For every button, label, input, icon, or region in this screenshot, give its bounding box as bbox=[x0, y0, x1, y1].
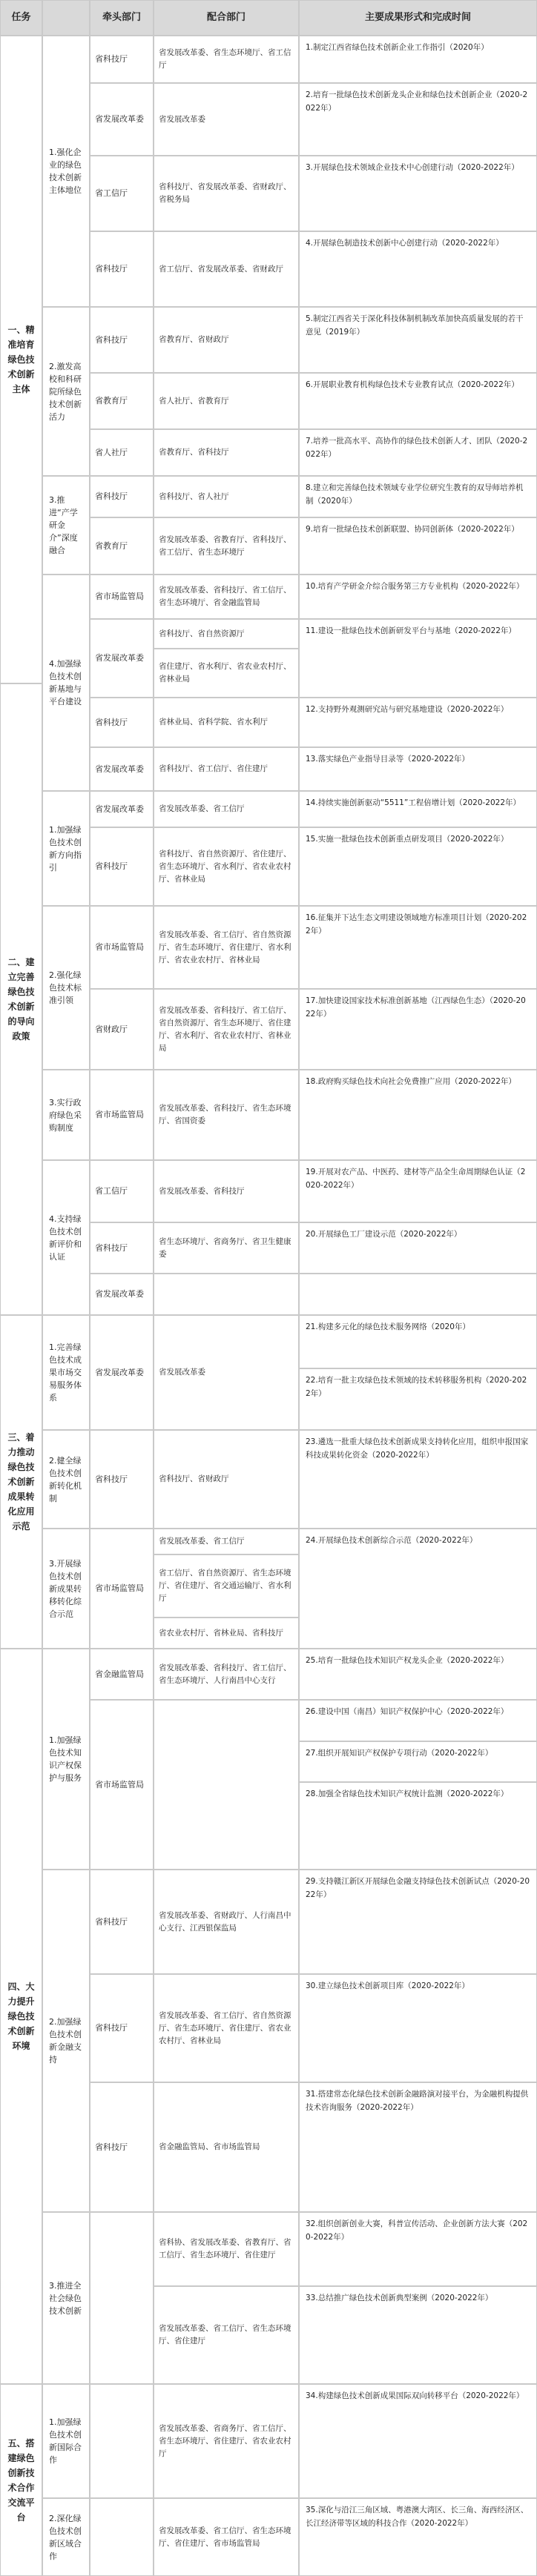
coop-cell: 省科技厅、省自然资源厅、省住建厅、省生态环境厅、省水利厅、省农业农村厅、省林业局 bbox=[154, 827, 299, 906]
result-cell: 31.搭建常态化绿色技术创新金融路演对接平台，为金融机构提供技术咨询服务（2020-2022年） bbox=[299, 2082, 537, 2212]
header-task: 任务 bbox=[0, 0, 42, 36]
lead-cell bbox=[90, 2212, 154, 2384]
result-cell: 9.培育一批绿色技术创新联盟、协同创新体（2020-2022年） bbox=[299, 517, 537, 575]
lead-cell bbox=[90, 2498, 154, 2576]
result-cell: 17.加快建设国家技术标准创新基地（江西绿色生态）（2020-2022年） bbox=[299, 989, 537, 1070]
coop-cell: 省发展改革委、省科技厅、省工信厅、省自然资源厅、省生态环境厅、省住建厅、省水利厅、省农业农村厅、省林业局 bbox=[154, 989, 299, 1070]
result-cell: 3.开展绿色技术领域企业技术中心创建行动（2020-2022年） bbox=[299, 156, 537, 231]
coop-cell: 省农业农村厅、省林业局、省科技厅 bbox=[154, 1618, 299, 1649]
task-cell: 五、搭建绿色创新技术合作交流平台 bbox=[0, 2384, 42, 2576]
subtask-cell: 1.完善绿色技术成果市场交易服务体系 bbox=[42, 1315, 90, 1430]
coop-cell: 省发展改革委、省工信厅、省生态环境厅、省住建厅、省市场监管局 bbox=[154, 2498, 299, 2576]
result-cell: 6.开展职业教育机构绿色技术专业教育试点（2020-2022年） bbox=[299, 373, 537, 429]
lead-cell: 省科技厅 bbox=[90, 1222, 154, 1274]
result-cell: 2.培育一批绿色技术创新龙头企业和绿色技术创新企业（2020-2022年） bbox=[299, 83, 537, 156]
result-cell: 29.支持赣江新区开展绿色金融支持绿色技术创新试点（2020-2022年） bbox=[299, 1870, 537, 1974]
coop-cell: 省人社厅、省教育厅 bbox=[154, 373, 299, 429]
coop-cell: 省工信厅、省自然资源厅、省生态环境厅、省住建厅、省交通运输厅、省水利厅 bbox=[154, 1554, 299, 1618]
lead-cell: 省发展改革委 bbox=[90, 1315, 154, 1430]
coop-cell: 省教育厅、省财政厅 bbox=[154, 307, 299, 373]
result-cell: 15.实施一批绿色技术创新重点研发项目（2020-2022年） bbox=[299, 827, 537, 906]
coop-cell: 省金融监管局、省市场监管局 bbox=[154, 2082, 299, 2212]
result-cell: 13.落实绿色产业指导目录等（2020-2022年） bbox=[299, 747, 537, 791]
subtask-cell: 2.激发高校和科研院所绿色技术创新活力 bbox=[42, 307, 90, 476]
result-cell: 34.构建绿色技术创新成果国际双向转移平台（2020-2022年） bbox=[299, 2384, 537, 2498]
subtask-cell: 3.开展绿色技术创新成果转移转化综合示范 bbox=[42, 1529, 90, 1649]
result-cell: 21.构建多元化的绿色技术服务网络（2020年） bbox=[299, 1315, 537, 1368]
subtask-cell: 2.加强绿色技术创新金融支持 bbox=[42, 1870, 90, 2212]
lead-cell: 省市场监管局 bbox=[90, 1700, 154, 1870]
lead-cell: 省发展改革委 bbox=[90, 791, 154, 827]
coop-cell: 省科技厅、省发展改革委、省财政厅、省税务局 bbox=[154, 156, 299, 231]
result-cell: 20.开展绿色工厂建设示范（2020-2022年） bbox=[299, 1222, 537, 1274]
header-lead: 牵头部门 bbox=[90, 0, 154, 36]
lead-cell: 省教育厅 bbox=[90, 373, 154, 429]
lead-cell: 省科技厅 bbox=[90, 476, 154, 517]
result-cell: 35.深化与沿江三角区域、粤港澳大湾区、长三角、海西经济区、长江经济带等区域的科技合作（2020-2022年） bbox=[299, 2498, 537, 2576]
result-cell: 25.培育一批绿色技术知识产权龙头企业（2020-2022年） bbox=[299, 1649, 537, 1700]
result-cell: 1.制定江西省绿色技术创新企业工作指引（2020年） bbox=[299, 36, 537, 83]
lead-cell: 省市场监管局 bbox=[90, 575, 154, 619]
result-cell: 14.持续实施创新驱动“5511”工程倍增计划（2020-2022年） bbox=[299, 791, 537, 827]
lead-cell: 省发展改革委 bbox=[90, 1274, 154, 1315]
result-cell: 28.加强全省绿色技术知识产权统计监测（2020-2022年） bbox=[299, 1782, 537, 1870]
task-cell: 四、大力提升绿色技术创新环境 bbox=[0, 1649, 42, 2384]
header-coop: 配合部门 bbox=[154, 0, 299, 36]
coop-cell: 省发展改革委、省商务厅、省工信厅、省生态环境厅、省住建厅、省农业农村厅 bbox=[154, 2384, 299, 2498]
result-cell: 7.培养一批高水平、高协作的绿色技术创新人才、团队（2020-2022年） bbox=[299, 429, 537, 476]
coop-cell: 省发展改革委、省科技厅、省生态环境厅、省国资委 bbox=[154, 1070, 299, 1160]
subtask-cell: 4.支持绿色技术创新评价和认证 bbox=[42, 1160, 90, 1315]
task-cell: 二、建立完善绿色技术创新的导向政策 bbox=[0, 683, 42, 1315]
subtask-cell: 1.加强绿色技术创新方向指引 bbox=[42, 791, 90, 906]
subtask-cell: 3.推进“产学研金介”深度融合 bbox=[42, 476, 90, 575]
lead-cell: 省科技厅 bbox=[90, 1430, 154, 1529]
coop-cell: 省科技厅、省人社厅 bbox=[154, 476, 299, 517]
lead-cell: 省发展改革委 bbox=[90, 83, 154, 156]
task-cell: 一、精准培育绿色技术创新主体 bbox=[0, 36, 42, 683]
subtask-cell: 1.强化企业的绿色技术创新主体地位 bbox=[42, 36, 90, 307]
lead-cell: 省工信厅 bbox=[90, 156, 154, 231]
coop-cell: 省工信厅、省发展改革委、省财政厅 bbox=[154, 231, 299, 307]
lead-cell: 省人社厅 bbox=[90, 429, 154, 476]
coop-cell: 省住建厅、省水利厅、省农业农村厅、省林业局 bbox=[154, 649, 299, 698]
result-cell: 24.开展绿色技术创新综合示范（2020-2022年） bbox=[299, 1529, 537, 1649]
coop-cell: 省科协、省发展改革委、省教育厅、省工信厅、省生态环境厅、省住建厅 bbox=[154, 2212, 299, 2286]
subtask-cell: 4.加强绿色技术创新基地与平台建设 bbox=[42, 575, 90, 791]
result-cell: 32.组织创新创业大赛，科普宣传活动、企业创新方法大赛（2020-2022年） bbox=[299, 2212, 537, 2286]
subtask-cell: 2.深化绿色技术创新区域合作 bbox=[42, 2498, 90, 2576]
result-cell: 19.开展对农产品、中医药、建材等产品全生命周期绿色认证（2020-2022年） bbox=[299, 1160, 537, 1222]
coop-cell: 省科技厅、省财政厅 bbox=[154, 1430, 299, 1529]
coop-cell: 省发展改革委、省工信厅、省自然资源厅、省生态环境厅、省住建厅、省农业农村厅、省林业局 bbox=[154, 1974, 299, 2082]
lead-cell: 省工信厅 bbox=[90, 1160, 154, 1222]
coop-cell: 省发展改革委、省生态环境厅、省工信厅 bbox=[154, 36, 299, 83]
coop-cell bbox=[154, 1700, 299, 1870]
result-cell: 10.培育产学研金介综合服务第三方专业机构（2020-2022年） bbox=[299, 575, 537, 619]
subtask-cell: 1.加强绿色技术创新国际合作 bbox=[42, 2384, 90, 2498]
result-cell: 12.支持野外观测研究站与研究基地建设（2020-2022年） bbox=[299, 698, 537, 747]
coop-cell: 省发展改革委、省财政厅、人行南昌中心支行、江西银保监局 bbox=[154, 1870, 299, 1974]
result-cell: 23.遴选一批重大绿色技术创新成果支持转化应用，组织申报国家科技成果转化资金（2020-2022年） bbox=[299, 1430, 537, 1529]
coop-cell: 省发展改革委、省科技厅 bbox=[154, 1160, 299, 1222]
coop-cell: 省发展改革委、省教育厅、省科技厅、省工信厅、省生态环境厅 bbox=[154, 517, 299, 575]
coop-cell: 省发展改革委 bbox=[154, 83, 299, 156]
lead-cell: 省科技厅 bbox=[90, 36, 154, 83]
subtask-cell: 2.强化绿色技术标准引领 bbox=[42, 906, 90, 1070]
result-cell: 4.开展绿色制造技术创新中心创建行动（2020-2022年） bbox=[299, 231, 537, 307]
coop-cell: 省发展改革委 bbox=[154, 1315, 299, 1430]
coop-cell bbox=[154, 1274, 299, 1315]
lead-cell: 省科技厅 bbox=[90, 827, 154, 906]
coop-cell: 省发展改革委、省科技厅、省工信厅、省生态环境厅、人行南昌中心支行 bbox=[154, 1649, 299, 1700]
result-cell: 26.建设中国（南昌）知识产权保护中心（2020-2022年） bbox=[299, 1700, 537, 1741]
lead-cell: 省发展改革委 bbox=[90, 747, 154, 791]
lead-cell: 省科技厅 bbox=[90, 307, 154, 373]
coop-cell: 省生态环境厅、省商务厅、省卫生健康委 bbox=[154, 1222, 299, 1274]
coop-cell: 省发展改革委、省工信厅、省自然资源厅、省生态环境厅、省住建厅、省水利厅、省农业农村厅、省林业局 bbox=[154, 906, 299, 989]
lead-cell: 省金融监管局 bbox=[90, 1649, 154, 1700]
result-cell: 30.建立绿色技术创新项目库（2020-2022年） bbox=[299, 1974, 537, 2082]
lead-cell: 省科技厅 bbox=[90, 698, 154, 747]
lead-cell: 省财政厅 bbox=[90, 989, 154, 1070]
result-cell: 11.建设一批绿色技术创新研发平台与基地（2020-2022年） bbox=[299, 619, 537, 698]
coop-cell: 省科技厅、省自然资源厅 bbox=[154, 619, 299, 649]
coop-cell: 省发展改革委、省工信厅 bbox=[154, 791, 299, 827]
lead-cell: 省市场监管局 bbox=[90, 1529, 154, 1649]
result-cell: 8.建立和完善绿色技术领域专业学位研究生教育的双导师培养机制（2020年） bbox=[299, 476, 537, 517]
coop-cell: 省科技厅、省工信厅、省住建厅 bbox=[154, 747, 299, 791]
lead-cell: 省教育厅 bbox=[90, 517, 154, 575]
result-cell: 16.征集并下达生态文明建设领域地方标准项目计划（2020-2022年） bbox=[299, 906, 537, 989]
coop-cell: 省教育厅、省科技厅 bbox=[154, 429, 299, 476]
subtask-cell: 3.推进全社会绿色技术创新 bbox=[42, 2212, 90, 2384]
lead-cell: 省科技厅 bbox=[90, 1974, 154, 2082]
result-cell: 5.制定江西省关于深化科技体制机制改革加快高质量发展的若干意见（2019年） bbox=[299, 307, 537, 373]
lead-cell: 省科技厅 bbox=[90, 1870, 154, 1974]
header-subtask-blank bbox=[42, 0, 90, 36]
subtask-cell: 2.健全绿色技术创新转化机制 bbox=[42, 1430, 90, 1529]
coop-cell: 省发展改革委、省科技厅、省工信厅、省生态环境厅、省金融监管局 bbox=[154, 575, 299, 619]
lead-cell bbox=[90, 2384, 154, 2498]
lead-cell: 省科技厅 bbox=[90, 2082, 154, 2212]
lead-cell: 省科技厅 bbox=[90, 231, 154, 307]
lead-cell: 省发展改革委 bbox=[90, 619, 154, 698]
subtask-cell: 3.实行政府绿色采购制度 bbox=[42, 1070, 90, 1160]
result-cell: 18.政府购买绿色技术向社会免费推广应用（2020-2022年） bbox=[299, 1070, 537, 1160]
result-cell: 22.培育一批主攻绿色技术领域的技术转移服务机构（2020-2022年） bbox=[299, 1368, 537, 1430]
coop-cell: 省发展改革委、省工信厅、省生态环境厅、省住建厅 bbox=[154, 2286, 299, 2384]
task-cell: 三、着力推动绿色技术创新成果转化应用示范 bbox=[0, 1315, 42, 1649]
coop-cell: 省林业局、省科学院、省水利厅 bbox=[154, 698, 299, 747]
result-cell: 27.组织开展知识产权保护专项行动（2020-2022年） bbox=[299, 1741, 537, 1782]
lead-cell: 省市场监管局 bbox=[90, 1070, 154, 1160]
coop-cell: 省发展改革委、省工信厅 bbox=[154, 1529, 299, 1554]
header-result: 主要成果形式和完成时间 bbox=[299, 0, 537, 36]
result-cell: 33.总结推广绿色技术创新典型案例（2020-2022年） bbox=[299, 2286, 537, 2384]
lead-cell: 省市场监管局 bbox=[90, 906, 154, 989]
result-cell bbox=[299, 1274, 537, 1315]
subtask-cell: 1.加强绿色技术知识产权保护与服务 bbox=[42, 1649, 90, 1870]
